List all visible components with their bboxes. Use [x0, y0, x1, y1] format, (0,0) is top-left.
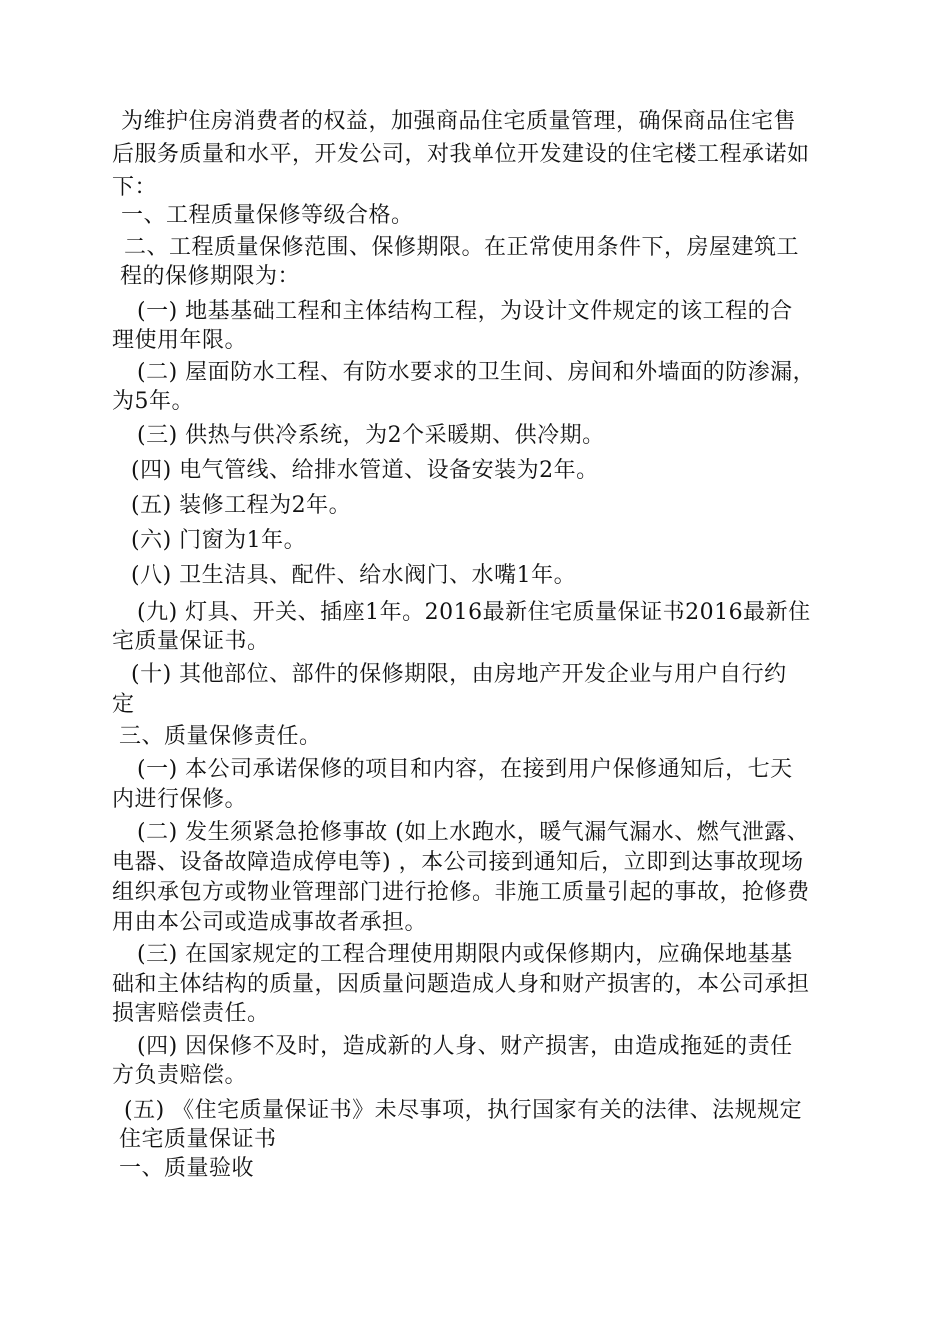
intro-line-3: 下： — [112, 175, 158, 200]
item-4: (四) 电气管线、给排水管道、设备安装为2年。 — [131, 458, 599, 483]
item-8: (八) 卫生洁具、配件、给水阀门、水嘴1年。 — [131, 563, 577, 588]
duty-1-line-2: 内进行保修。 — [112, 787, 248, 812]
item-3: (三) 供热与供冷系统，为2个采暖期、供冷期。 — [137, 423, 605, 448]
guarantee-title: 住宅质量保证书 — [119, 1127, 277, 1152]
duty-2-line-3: 组织承包方或物业管理部门进行抢修。非施工质量引起的事故，抢修费 — [112, 880, 810, 905]
item-5: (五) 装修工程为2年。 — [131, 493, 352, 518]
section-2-heading-line-1: 二、工程质量保修范围、保修期限。在正常使用条件下，房屋建筑工 — [124, 235, 800, 260]
duty-2-line-2: 电器、设备故障造成停电等) ，本公司接到通知后，立即到达事故现场 — [112, 850, 804, 875]
duty-3-line-3: 损害赔偿责任。 — [112, 1001, 270, 1026]
item-9-line-2: 宅质量保证书。 — [112, 629, 270, 654]
item-1-line-1: (一) 地基基础工程和主体结构工程，为设计文件规定的该工程的合 — [137, 299, 793, 324]
duty-2-line-1: (二) 发生须紧急抢修事故 (如上水跑水，暖气漏气漏水、燃气泄露、 — [137, 820, 810, 845]
item-9-line-1: (九) 灯具、开关、插座1年。2016最新住宅质量保证书2016最新住 — [137, 600, 811, 625]
item-2-line-2: 为5年。 — [112, 389, 194, 414]
item-1-line-2: 理使用年限。 — [112, 328, 248, 353]
duty-5: (五) 《住宅质量保证书》未尽事项，执行国家有关的法律、法规规定 — [124, 1098, 803, 1123]
duty-3-line-2: 础和主体结构的质量，因质量问题造成人身和财产损害的，本公司承担 — [112, 972, 810, 997]
duty-3-line-1: (三) 在国家规定的工程合理使用期限内或保修期内，应确保地基基 — [137, 942, 793, 967]
section-1-heading: 一、工程质量保修等级合格。 — [121, 203, 414, 228]
duty-4-line-2: 方负责赔偿。 — [112, 1063, 248, 1088]
guarantee-section-1-heading: 一、质量验收 — [119, 1156, 255, 1181]
intro-line-2: 后服务质量和水平，开发公司，对我单位开发建设的住宅楼工程承诺如 — [112, 142, 810, 167]
duty-1-line-1: (一) 本公司承诺保修的项目和内容，在接到用户保修通知后，七天 — [137, 757, 793, 782]
intro-line-1: 为维护住房消费者的权益，加强商品住宅质量管理，确保商品住宅售 — [121, 109, 797, 134]
item-10-line-1: (十) 其他部位、部件的保修期限，由房地产开发企业与用户自行约 — [131, 662, 787, 687]
item-2-line-1: (二) 屋面防水工程、有防水要求的卫生间、房间和外墙面的防渗漏， — [137, 360, 816, 385]
section-2-heading-line-2: 程的保修期限为： — [120, 264, 301, 289]
section-3-heading: 三、质量保修责任。 — [119, 724, 322, 749]
duty-4-line-1: (四) 因保修不及时，造成新的人身、财产损害，由造成拖延的责任 — [137, 1034, 793, 1059]
duty-2-line-4: 用由本公司或造成事故者承担。 — [112, 910, 428, 935]
item-10-line-2: 定 — [112, 692, 135, 717]
item-6: (六) 门窗为1年。 — [131, 528, 307, 553]
